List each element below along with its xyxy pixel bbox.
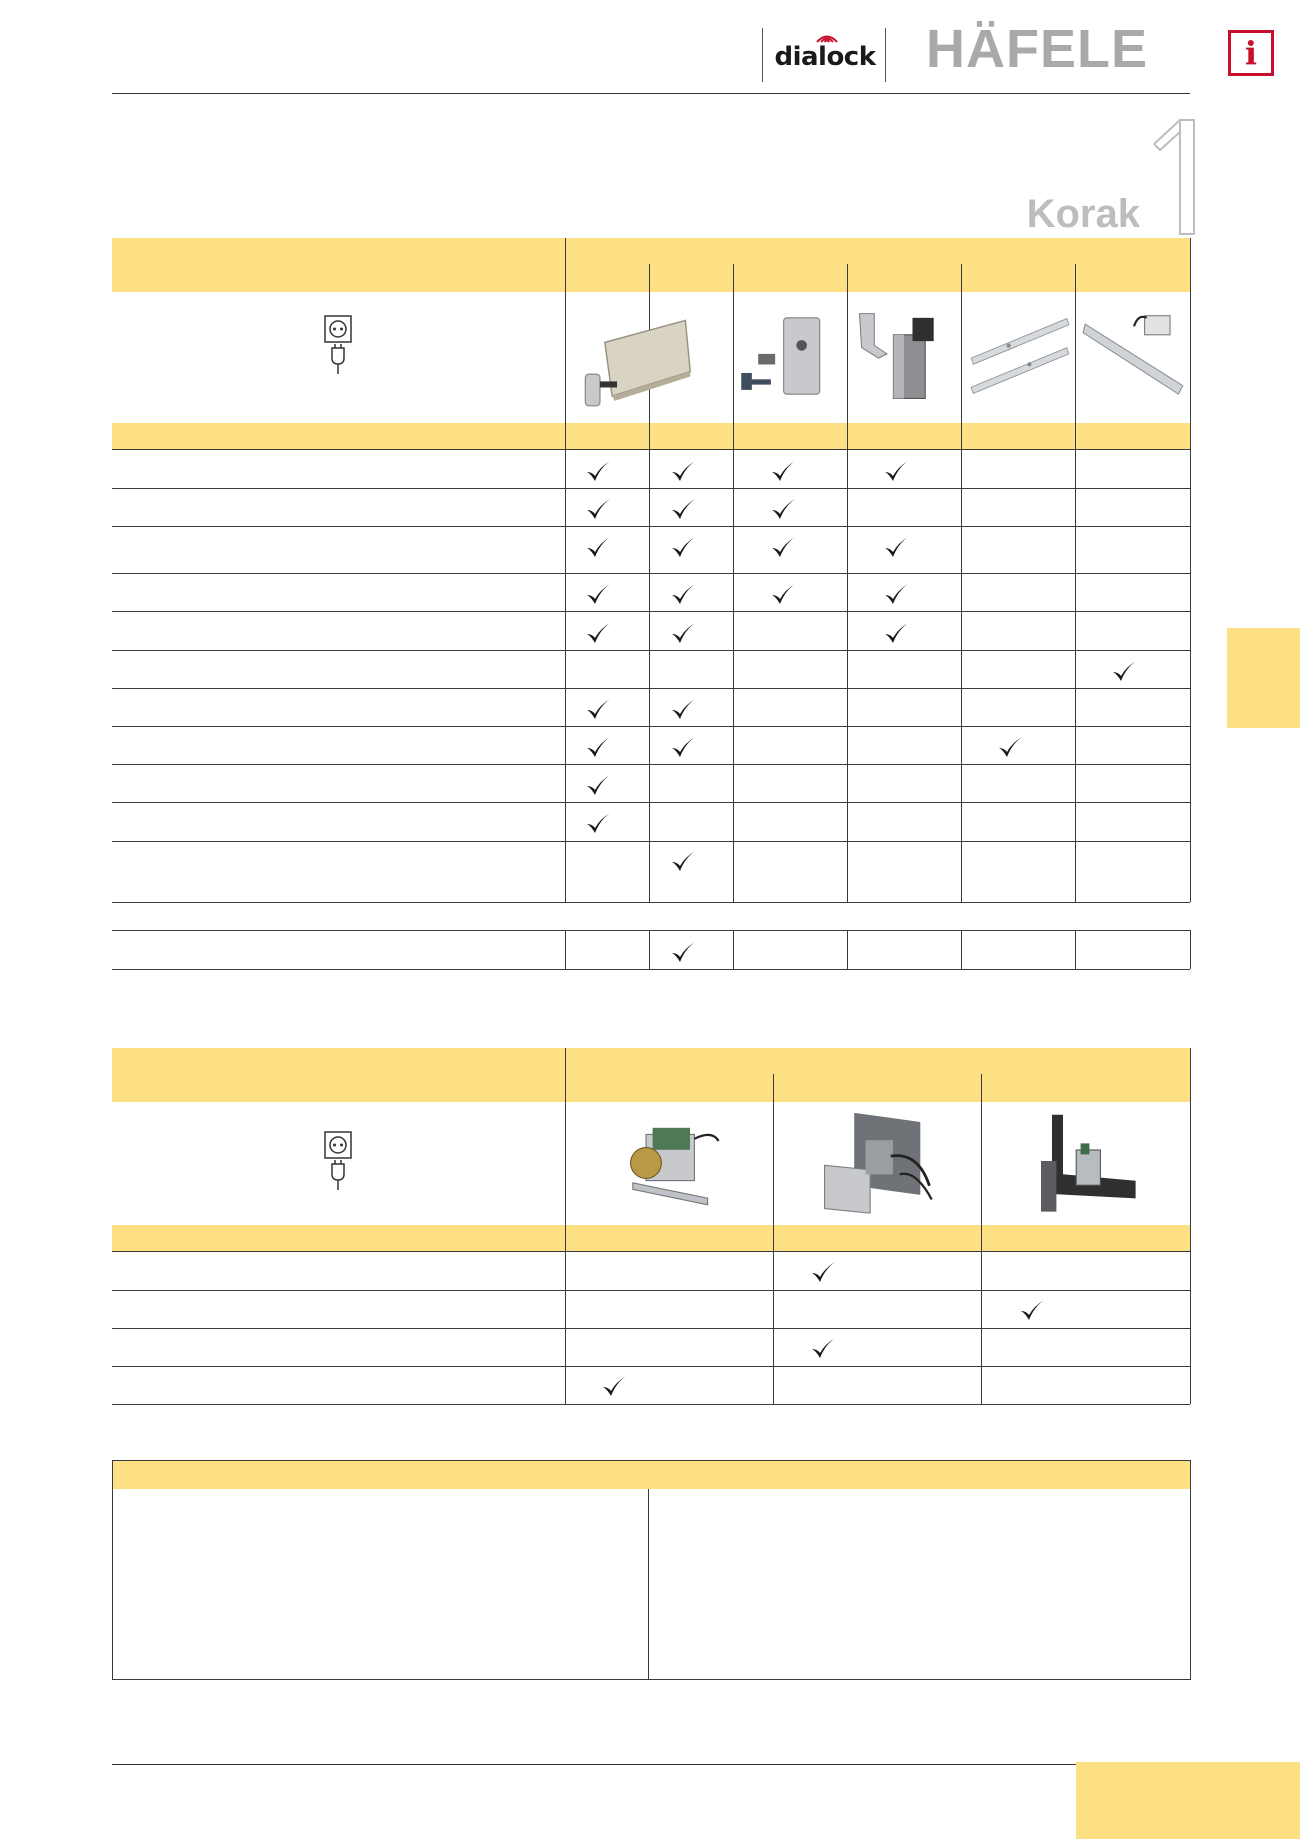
runner-lock-bar-image bbox=[1081, 300, 1187, 412]
solenoid-lock-bracket-image bbox=[851, 300, 957, 412]
column-rule bbox=[649, 449, 650, 902]
row-rule bbox=[112, 1328, 1190, 1329]
header-band bbox=[112, 238, 1190, 292]
check-icon bbox=[669, 496, 697, 522]
column-rule bbox=[565, 238, 566, 449]
rotary-latch-actuator-image bbox=[612, 1108, 724, 1218]
notes-right-rule bbox=[1190, 1460, 1191, 1680]
column-rule bbox=[733, 264, 734, 449]
row-rule bbox=[112, 726, 1190, 727]
check-icon bbox=[669, 458, 697, 484]
check-icon bbox=[669, 734, 697, 760]
header-separator bbox=[762, 28, 763, 82]
row-rule bbox=[112, 449, 1190, 450]
hafele-logo: HÄFELE bbox=[926, 19, 1148, 79]
page-tab bbox=[1076, 1762, 1300, 1839]
row-rule bbox=[112, 1366, 1190, 1367]
column-rule bbox=[649, 930, 650, 969]
check-icon bbox=[584, 734, 612, 760]
check-icon bbox=[584, 458, 612, 484]
notes-divider bbox=[648, 1489, 649, 1679]
column-rule bbox=[961, 449, 962, 902]
column-rule bbox=[1075, 449, 1076, 902]
column-rule bbox=[847, 930, 848, 969]
column-rule bbox=[1190, 1251, 1191, 1404]
plate-lock-actuator-image bbox=[796, 1106, 958, 1220]
check-icon bbox=[769, 581, 797, 607]
row-rule bbox=[112, 650, 1190, 651]
header-rule bbox=[112, 93, 1190, 94]
check-icon bbox=[769, 534, 797, 560]
dialock-wordmark: dialock bbox=[774, 42, 876, 72]
column-rule bbox=[565, 930, 566, 969]
check-icon bbox=[669, 620, 697, 646]
row-rule bbox=[112, 1290, 1190, 1291]
notes-bottom-rule bbox=[112, 1679, 1190, 1680]
row-rule bbox=[112, 969, 1190, 970]
header-separator bbox=[885, 28, 886, 82]
row-rule bbox=[112, 488, 1190, 489]
row-rule bbox=[112, 1404, 1190, 1405]
column-rule bbox=[1190, 238, 1191, 449]
row-rule bbox=[112, 930, 1190, 931]
step-number bbox=[1140, 118, 1196, 238]
header-band bbox=[112, 1225, 1190, 1251]
check-icon bbox=[882, 620, 910, 646]
column-rule bbox=[565, 1251, 566, 1404]
step-label: Korak bbox=[1026, 192, 1140, 236]
check-icon bbox=[584, 496, 612, 522]
check-icon bbox=[584, 810, 612, 836]
power-socket-icon bbox=[323, 1130, 353, 1194]
check-icon bbox=[669, 696, 697, 722]
row-rule bbox=[112, 573, 1190, 574]
dialock-logo bbox=[770, 36, 880, 76]
check-icon bbox=[882, 458, 910, 484]
check-icon bbox=[669, 581, 697, 607]
column-rule bbox=[565, 1048, 566, 1251]
check-icon bbox=[996, 734, 1024, 760]
column-rule bbox=[1075, 930, 1076, 969]
column-rule bbox=[847, 449, 848, 902]
column-rule bbox=[733, 930, 734, 969]
check-icon bbox=[600, 1373, 628, 1399]
row-rule bbox=[112, 841, 1190, 842]
check-icon bbox=[584, 696, 612, 722]
check-icon bbox=[669, 939, 697, 965]
check-icon bbox=[882, 581, 910, 607]
check-icon bbox=[769, 458, 797, 484]
column-rule bbox=[733, 449, 734, 902]
column-rule bbox=[773, 1251, 774, 1404]
check-icon bbox=[809, 1335, 837, 1361]
header-band bbox=[112, 1461, 1190, 1489]
column-rule bbox=[1190, 1048, 1191, 1251]
column-rule bbox=[961, 930, 962, 969]
column-rule bbox=[565, 449, 566, 902]
row-rule bbox=[112, 1251, 1190, 1252]
column-rule bbox=[773, 1074, 774, 1251]
row-rule bbox=[112, 688, 1190, 689]
check-icon bbox=[769, 496, 797, 522]
check-icon bbox=[669, 534, 697, 560]
info-icon[interactable]: i bbox=[1228, 30, 1274, 76]
chapter-tab[interactable] bbox=[1227, 628, 1300, 728]
header-band bbox=[112, 1048, 1190, 1102]
column-rule bbox=[981, 1251, 982, 1404]
check-icon bbox=[584, 772, 612, 798]
column-rule bbox=[1190, 449, 1191, 902]
column-rule bbox=[961, 264, 962, 449]
column-rule bbox=[1190, 930, 1191, 969]
furniture-lock-image bbox=[571, 296, 707, 418]
power-socket-icon bbox=[323, 314, 353, 378]
drawer-runners-image bbox=[967, 300, 1071, 412]
row-rule bbox=[112, 611, 1190, 612]
check-icon bbox=[882, 534, 910, 560]
cam-lock-bolt-image bbox=[737, 300, 843, 412]
column-rule bbox=[1075, 264, 1076, 449]
row-rule bbox=[112, 526, 1190, 527]
check-icon bbox=[669, 848, 697, 874]
column-rule bbox=[847, 264, 848, 449]
notes-left-rule bbox=[112, 1460, 113, 1680]
column-rule bbox=[981, 1074, 982, 1251]
row-rule bbox=[112, 802, 1190, 803]
check-icon bbox=[584, 581, 612, 607]
check-icon bbox=[1018, 1297, 1046, 1323]
check-icon bbox=[584, 620, 612, 646]
notes-top-rule bbox=[112, 1460, 1190, 1461]
row-rule bbox=[112, 764, 1190, 765]
header-band bbox=[112, 423, 1190, 449]
check-icon bbox=[584, 534, 612, 560]
check-icon bbox=[809, 1259, 837, 1285]
check-icon bbox=[1110, 658, 1138, 684]
bracket-lock-actuator-image bbox=[1030, 1104, 1140, 1218]
footer-rule bbox=[112, 1764, 1076, 1765]
row-rule bbox=[112, 902, 1190, 903]
